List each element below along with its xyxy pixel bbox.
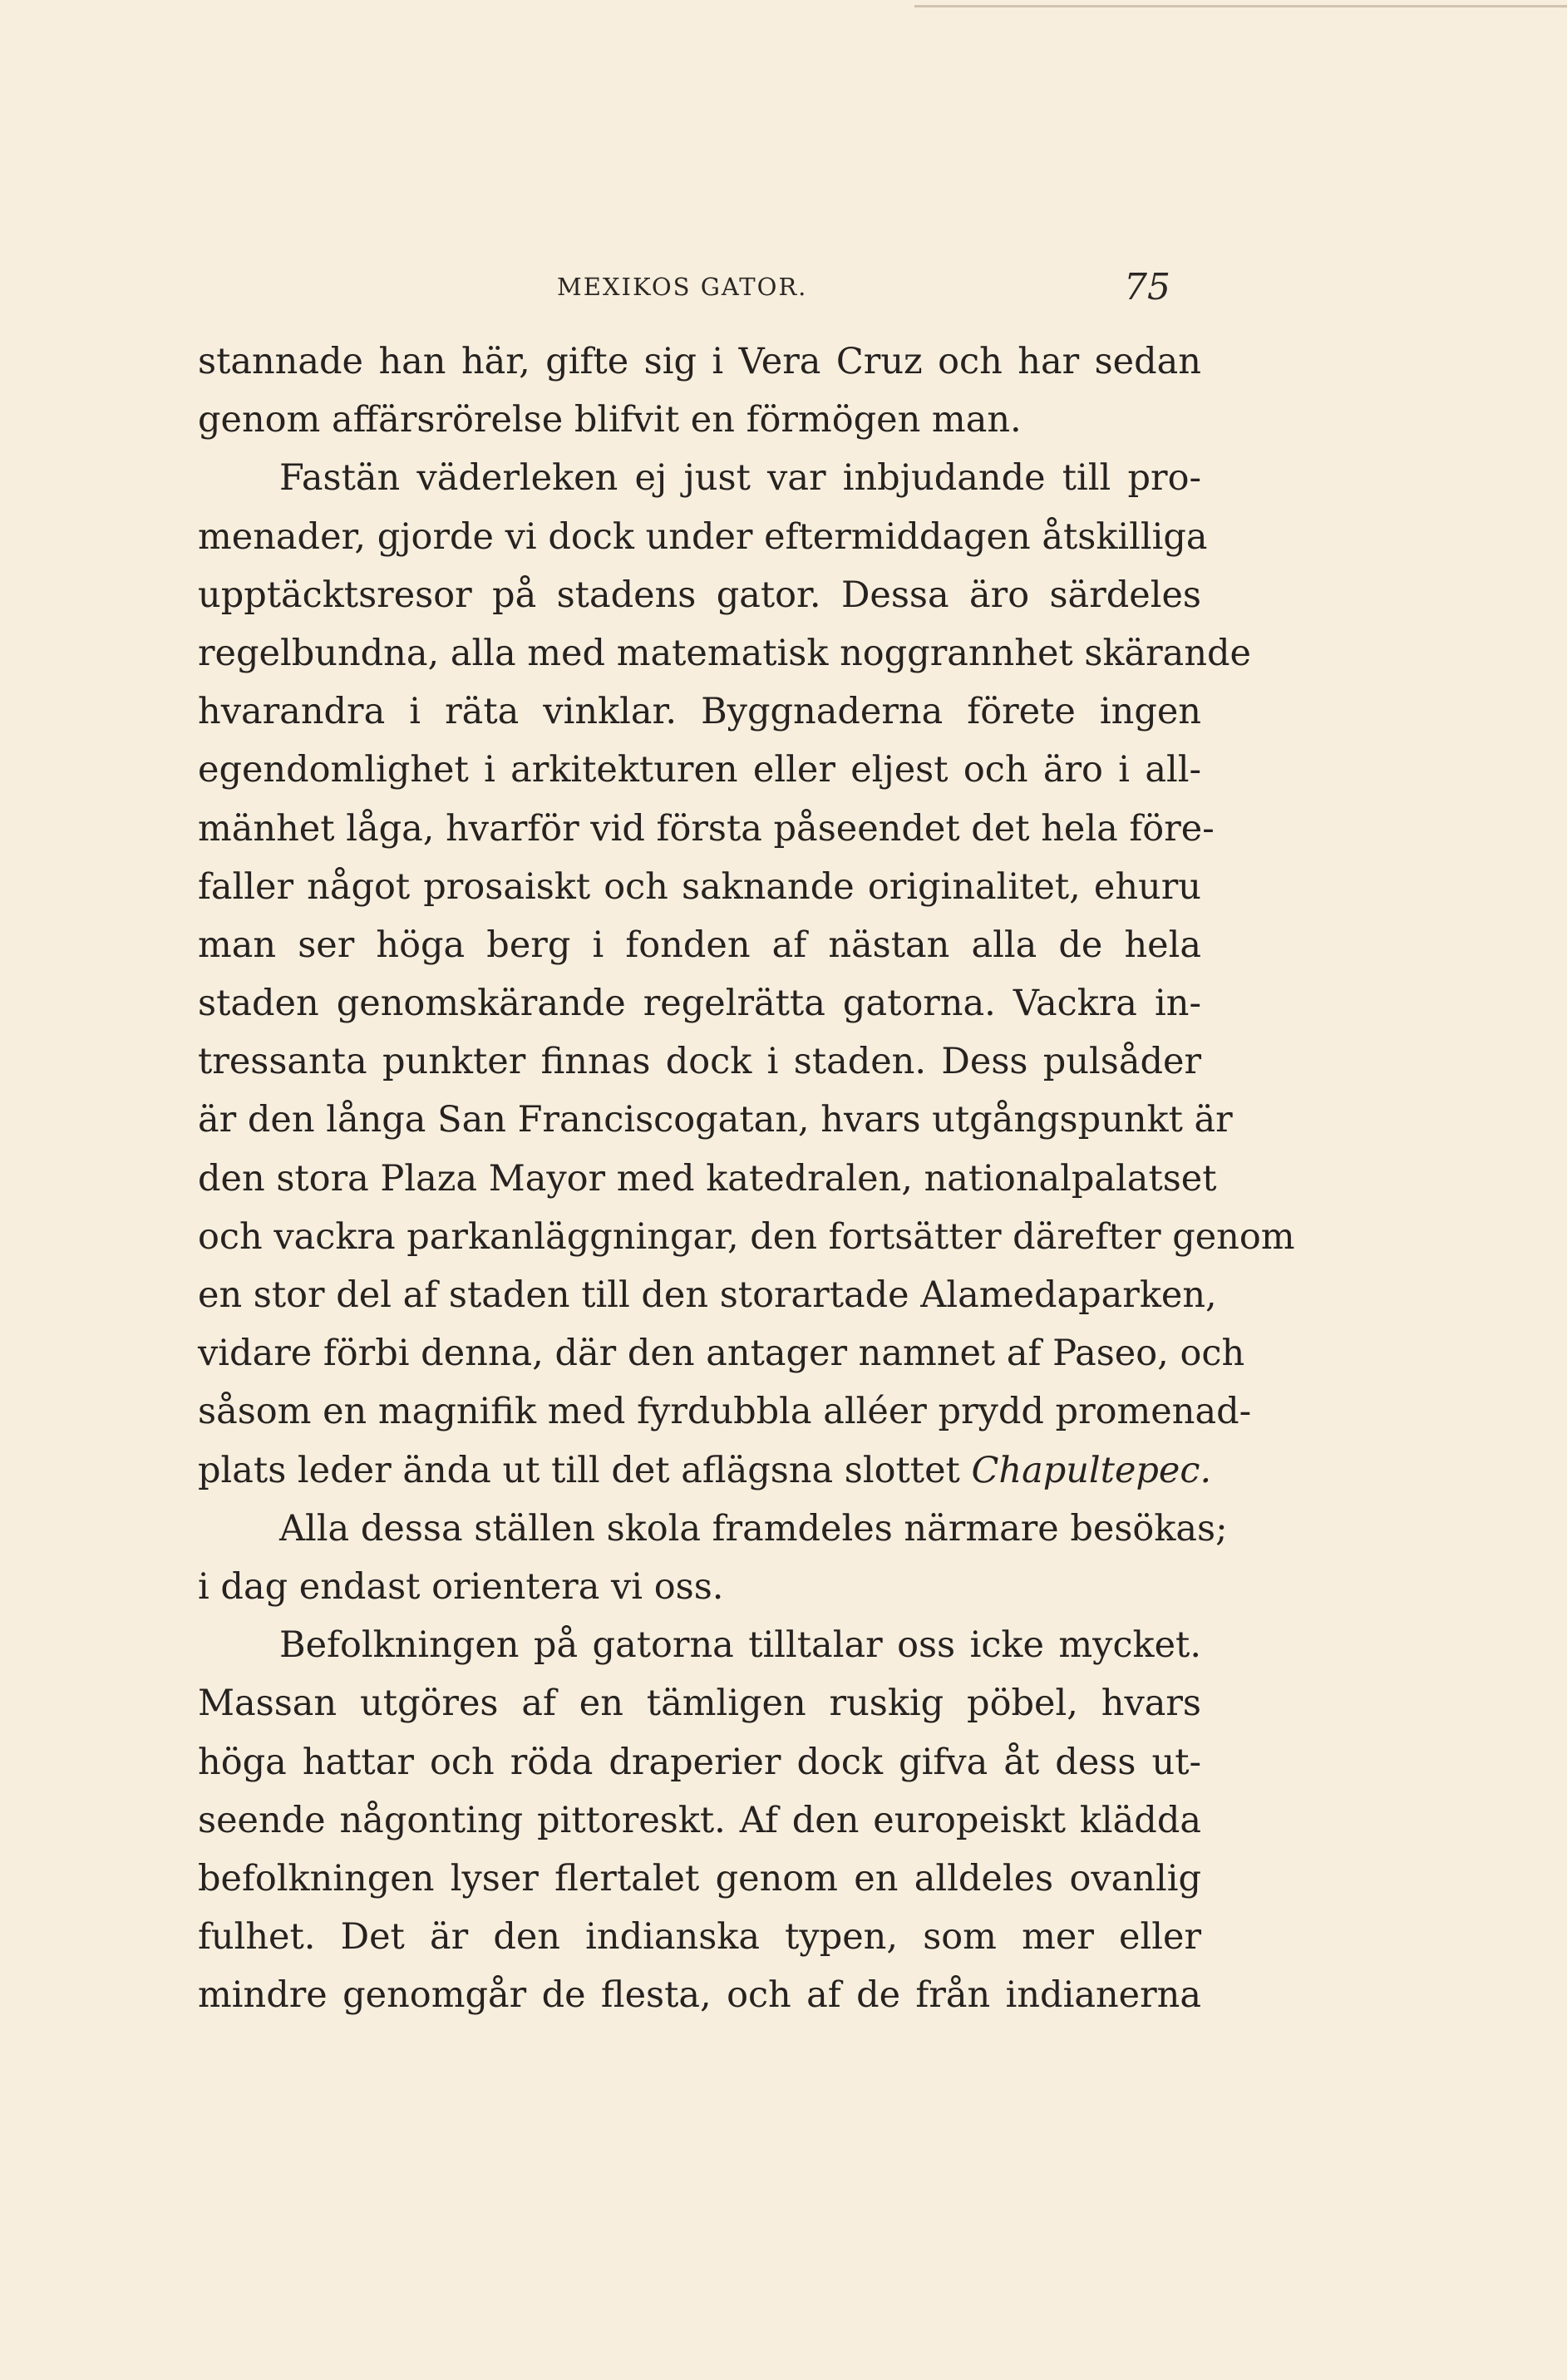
text-line: upptäcktsresor på stadens gator. Dessa äro särdeles [198, 574, 1201, 616]
text-line: egendomlighet i arkitekturen eller eljest och äro i all- [198, 749, 1201, 791]
running-head: MEXIKOS GATOR. [557, 273, 808, 301]
text-line-part: plats leder ända ut till det aflägsna slottet [198, 1449, 972, 1491]
text-line: är den långa San Franciscogatan, hvars utgångspunkt är [198, 1099, 1233, 1141]
text-line: seende någonting pittoreskt. Af den europeiskt klädda [198, 1799, 1201, 1841]
text-line-with-place-name [198, 1441, 1212, 1500]
text-line: höga hattar och röda draperier dock gifva åt dess ut- [198, 1741, 1201, 1783]
text-line: och vackra parkanläggningar, den fortsätter därefter genom [198, 1215, 1295, 1258]
place-name-chapultepec: Chapultepec. [971, 1449, 1212, 1491]
top-edge-rule [914, 5, 1567, 7]
text-line: mindre genomgår de flesta, och af de från indianerna [198, 1974, 1201, 2017]
text-line: en stor del af staden till den storartade Alamedaparken, [198, 1274, 1217, 1316]
text-line: Befolkningen på gatorna tilltalar oss icke mycket. [279, 1624, 1201, 1667]
text-line: menader, gjorde vi dock under eftermiddagen åtskilliga [198, 515, 1208, 558]
text-line: fulhet. Det är den indianska typen, som mer eller [198, 1916, 1201, 1959]
text-line: såsom en magnifik med fyrdubbla alléer prydd promenad- [198, 1391, 1252, 1433]
text-line: Fastän väderleken ej just var inbjudande till pro- [279, 457, 1201, 500]
text-line: stannade han här, gifte sig i Vera Cruz och har sedan [198, 341, 1201, 382]
text-line: i dag endast orientera vi oss. [198, 1565, 724, 1608]
text-line: Massan utgöres af en tämligen ruskig pöbel, hvars [198, 1683, 1201, 1725]
text-line: vidare förbi denna, där den antager namnet af Paseo, och [198, 1333, 1245, 1375]
page-header [0, 266, 1567, 316]
text-line: genom affärsrörelse blifvit en förmögen man. [198, 399, 1022, 441]
text-line: man ser höga berg i fonden af nästan alla de hela [198, 924, 1201, 966]
body-text [198, 333, 1295, 2024]
text-line: staden genomskärande regelrätta gatorna. Vackra in- [198, 983, 1201, 1025]
text-line: regelbundna, alla med matematisk noggrannhet skärande [198, 632, 1251, 674]
text-line: mänhet låga, hvarför vid första påseendet det hela före- [198, 807, 1215, 850]
text-line: den stora Plaza Mayor med katedralen, nationalpalatset [198, 1157, 1217, 1200]
page-number: 75 [1124, 266, 1170, 308]
text-line: tressanta punkter finnas dock i staden. Dess pulsåder [198, 1041, 1201, 1083]
text-line: faller något prosaiskt och saknande originalitet, ehuru [198, 865, 1201, 908]
text-line: befolkningen lyser flertalet genom en alldeles ovanlig [198, 1857, 1201, 1900]
text-line: Alla dessa ställen skola framdeles närmare besökas; [279, 1507, 1228, 1550]
text-line: hvarandra i räta vinklar. Byggnaderna förete ingen [198, 691, 1201, 733]
